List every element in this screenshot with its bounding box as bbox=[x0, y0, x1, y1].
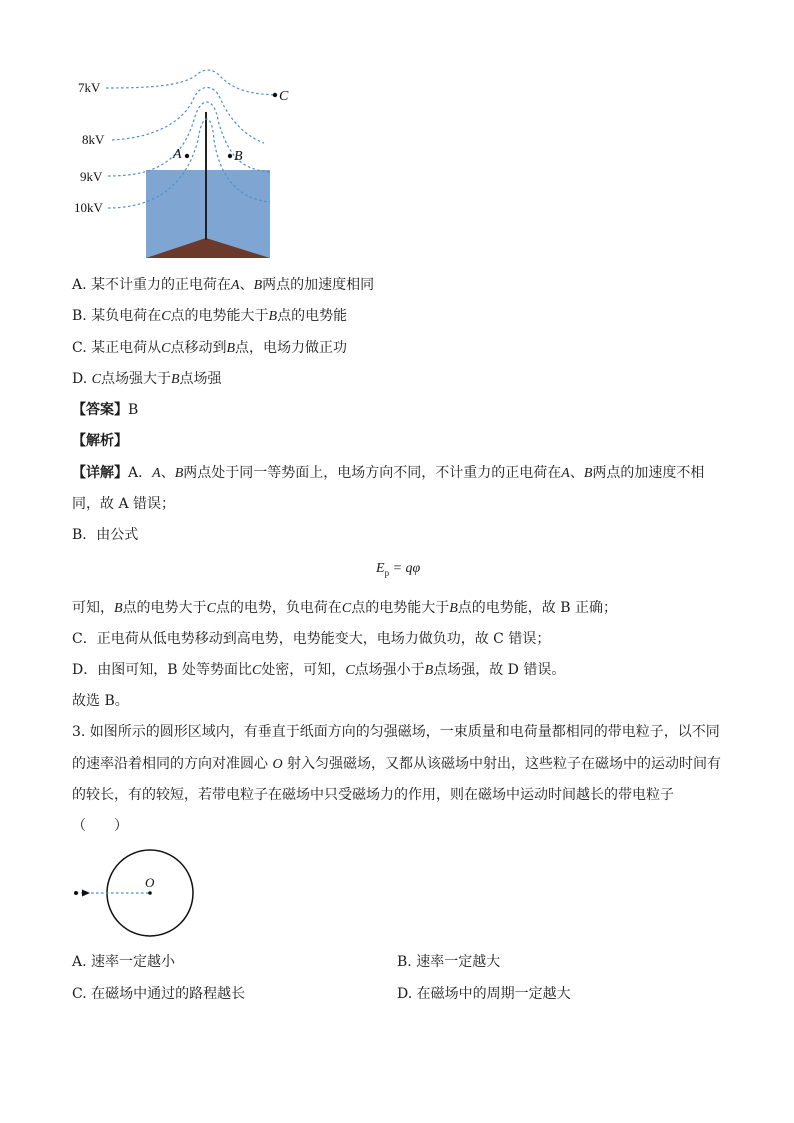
equipotential-7kv bbox=[106, 70, 276, 95]
q3-blank: （ ） bbox=[72, 818, 128, 834]
figure-equipotential bbox=[0, 0, 794, 270]
label-9kv: 9kV bbox=[80, 169, 103, 184]
center-dot bbox=[148, 891, 152, 895]
figure-magnetic-circle bbox=[0, 845, 794, 945]
detail-line-3: B．由公式 bbox=[72, 527, 139, 543]
center-label-o: O bbox=[145, 875, 155, 890]
label-10kv: 10kV bbox=[74, 200, 103, 215]
q2-option-c: C. 某正电荷从C点移动到B点，电场力做正功 bbox=[72, 340, 348, 356]
label-b: B bbox=[234, 149, 243, 164]
label-8kv: 8kV bbox=[82, 132, 105, 147]
detail-line-7: 故选 B。 bbox=[72, 693, 129, 709]
q3-option-a: A. 速率一定越小 bbox=[72, 954, 176, 970]
q3-option-b: B. 速率一定越大 bbox=[397, 954, 501, 970]
q3-line-2: 的速率沿着相同的方向对准圆心 O 射入匀强磁场，又都从该磁场中射出，这些粒子在磁场中的运动时间有 bbox=[72, 756, 722, 772]
detail-line-2: 同，故 A 错误； bbox=[72, 496, 176, 512]
label-7kv: 7kV bbox=[78, 80, 101, 95]
label-c: C bbox=[279, 89, 289, 104]
point-a bbox=[185, 154, 189, 158]
q2-option-a: A. 某不计重力的正电荷在A、B两点的加速度相同 bbox=[72, 277, 375, 293]
point-c bbox=[273, 93, 277, 97]
label-a: A bbox=[173, 147, 182, 162]
detail-line-5: C．正电荷从低电势移动到高电势，电势能变大，电场力做负功，故 C 错误； bbox=[72, 631, 551, 647]
q3-option-d: D. 在磁场中的周期一定越大 bbox=[397, 986, 571, 1002]
q2-option-b: B. 某负电荷在C点的电势能大于B点的电势能 bbox=[72, 308, 348, 324]
detail-line-1: 【详解】A．A、B两点处于同一等势面上，电场方向不同，不计重力的正电荷在A、B两点的加速度不相 bbox=[72, 465, 705, 481]
point-b bbox=[228, 154, 232, 158]
detail-line-6: D．由图可知，B 处等势面比C处密，可知，C点场强小于B点场强，故 D 错误。 bbox=[72, 662, 566, 678]
detail-line-4: 可知，B点的电势大于C点的电势，负电荷在C点的电势能大于B点的电势能，故 B 正确； bbox=[72, 600, 618, 616]
arrow-icon bbox=[82, 890, 90, 897]
answer-line: 【答案】B bbox=[72, 402, 139, 418]
q3-line-3: 的较长，有的较短，若带电粒子在磁场中只受磁场力的作用，则在磁场中运动时间越长的带电粒子 bbox=[72, 787, 674, 803]
q3-option-c: C. 在磁场中通过的路程越长 bbox=[72, 986, 246, 1002]
q2-option-d: D. C点场强大于B点场强 bbox=[72, 371, 222, 387]
particle-dot bbox=[74, 891, 78, 895]
analysis-label: 【解析】 bbox=[72, 433, 128, 449]
formula: $E_p = q\varphi$ bbox=[376, 561, 421, 578]
q3-line-1: 3. 如图所示的圆形区域内，有垂直于纸面方向的匀强磁场，一束质量和电荷量都相同的带电粒子，以不同 bbox=[72, 724, 720, 740]
